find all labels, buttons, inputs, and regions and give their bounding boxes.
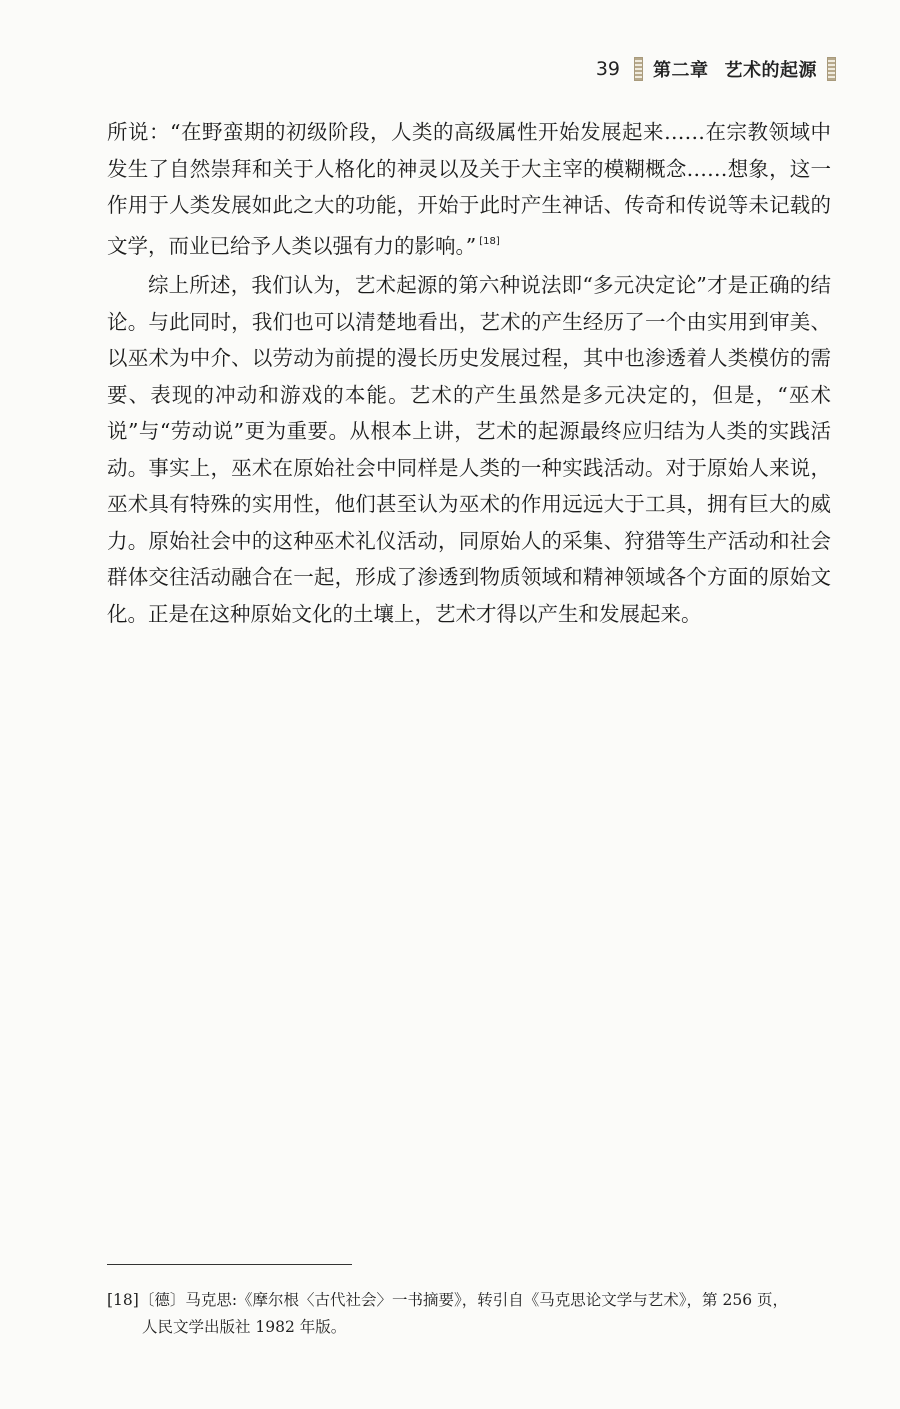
body-text	[107, 114, 831, 632]
chapter-label: 第二章	[653, 60, 709, 81]
paragraph: 综上所述，我们认为，艺术起源的第六种说法即“多元决定论”才是正确的结论。与此同时，我们也可以清楚地看出，艺术的产生经历了一个由实用到审美、以巫术为中介、以劳动为前提的漫长历史发展过程，其中也渗透着人类模仿的需要、表现的冲动和游戏的本能。艺术的产生虽然是多元决定的，但是，“巫术说”与“劳动说”更为重要。从根本上讲，艺术的起源最终应归结为人类的实践活动。事实上，巫术在原始社会中同样是人类的一种实践活动。对于原始人来说，巫术具有特殊的实用性，他们甚至认为巫术的作用远远大于工具，拥有巨大的威力。原始社会中的这种巫术礼仪活动，同原始人的采集、狩猎等生产活动和社会群体交往活动融合在一起，形成了渗透到物质领域和精神领域各个方面的原始文化。正是在这种原始文化的土壤上，艺术才得以产生和发展起来。	[107, 273, 831, 626]
paragraph-text: 所说：“在野蛮期的初级阶段，人类的高级属性开始发展起来……在宗教领域中发生了自然崇拜和关于人格化的神灵以及关于大主宰的模糊概念……想象，这一作用于人类发展如此之大的功能，开始于此时产生神话、传奇和传说等未记载的文学，而业已给予人类以强有力的影响。”	[107, 120, 831, 258]
ornament-icon	[634, 57, 643, 81]
footnote-reference[interactable]: [18]	[479, 235, 500, 247]
running-header	[596, 56, 836, 82]
footnote-divider	[107, 1264, 352, 1265]
paragraph	[107, 114, 831, 264]
page-number: 39	[595, 58, 620, 80]
chapter-title: 艺术的起源	[724, 60, 817, 81]
ornament-icon	[827, 57, 836, 81]
footnote-line: [18]〔德〕马克思:《摩尔根〈古代社会〉一书摘要》，转引自《马克思论文学与艺术》，第 256 页，	[107, 1291, 788, 1309]
footnote-line: 人民文学出版社 1982 年版。	[142, 1318, 347, 1336]
footnote	[107, 1287, 831, 1341]
